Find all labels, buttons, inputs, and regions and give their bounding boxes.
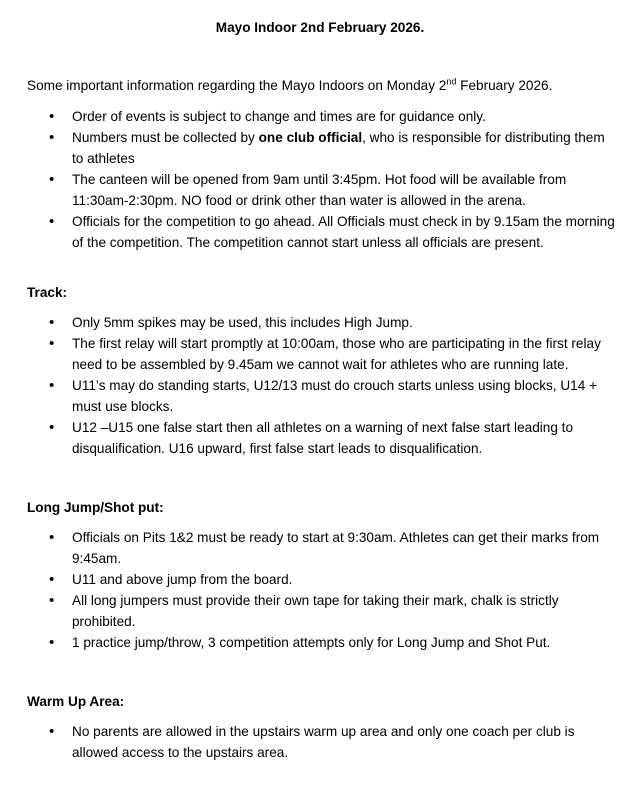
list-item: • No parents are allowed in the upstairs warm up area and only one coach per club is allowed access to the upstairs area. bbox=[0, 721, 640, 763]
warm-up-list bbox=[0, 721, 640, 763]
track-list bbox=[0, 312, 640, 459]
item-text: Numbers must be collected by bbox=[72, 130, 259, 145]
intro-paragraph bbox=[27, 78, 617, 93]
item-text-bold: one club official bbox=[258, 130, 363, 145]
item-text: , who is responsible for distributing them to athletes bbox=[72, 130, 605, 166]
intro-text: Some important information regarding the Mayo Indoors on Monday 2 bbox=[27, 78, 447, 93]
list-item: • All long jumpers must provide their own tape for taking their mark, chalk is strictly prohibited. bbox=[0, 590, 640, 632]
list-item bbox=[0, 127, 640, 169]
list-item: • 1 practice jump/throw, 3 competition attempts only for Long Jump and Shot Put. bbox=[0, 632, 640, 653]
list-item: • Only 5mm spikes may be used, this includes High Jump. bbox=[0, 312, 640, 333]
list-item: • Officials on Pits 1&2 must be ready to start at 9:30am. Athletes can get their marks from 9:45am. bbox=[0, 527, 640, 569]
intro-superscript: nd bbox=[446, 76, 457, 87]
list-item: • Order of events is subject to change and times are for guidance only. bbox=[0, 106, 640, 127]
list-item: • Officials for the competition to go ahead. All Officials must check in by 9.15am the morning of the competition. The competition cannot start unless all officials are present. bbox=[0, 211, 640, 253]
document-title: Mayo Indoor 2nd February 2026. bbox=[215, 20, 425, 35]
track-heading: Track: bbox=[27, 285, 68, 300]
warm-up-heading: Warm Up Area: bbox=[27, 694, 125, 709]
list-item: • The first relay will start promptly at 10:00am, those who are participating in the first relay need to be assembled by 9.45am we cannot wait for athletes who are running late. bbox=[0, 333, 640, 375]
long-jump-heading: Long Jump/Shot put: bbox=[27, 500, 164, 515]
list-item: • The canteen will be opened from 9am until 3:45pm. Hot food will be available from 11:30am-2:30pm. NO food or drink other than water is allowed in the arena. bbox=[0, 169, 640, 211]
list-item: • U12 –U15 one false start then all athletes on a warning of next false start leading to disqualification. U16 upward, first false start leads to disqualification. bbox=[0, 417, 640, 459]
list-item: • U11 and above jump from the board. bbox=[0, 569, 640, 590]
general-list bbox=[0, 106, 640, 253]
long-jump-list bbox=[0, 527, 640, 653]
intro-text-end: February 2026. bbox=[456, 78, 553, 93]
list-item: • U11’s may do standing starts, U12/13 must do crouch starts unless using blocks, U14 + must use blocks. bbox=[0, 375, 640, 417]
